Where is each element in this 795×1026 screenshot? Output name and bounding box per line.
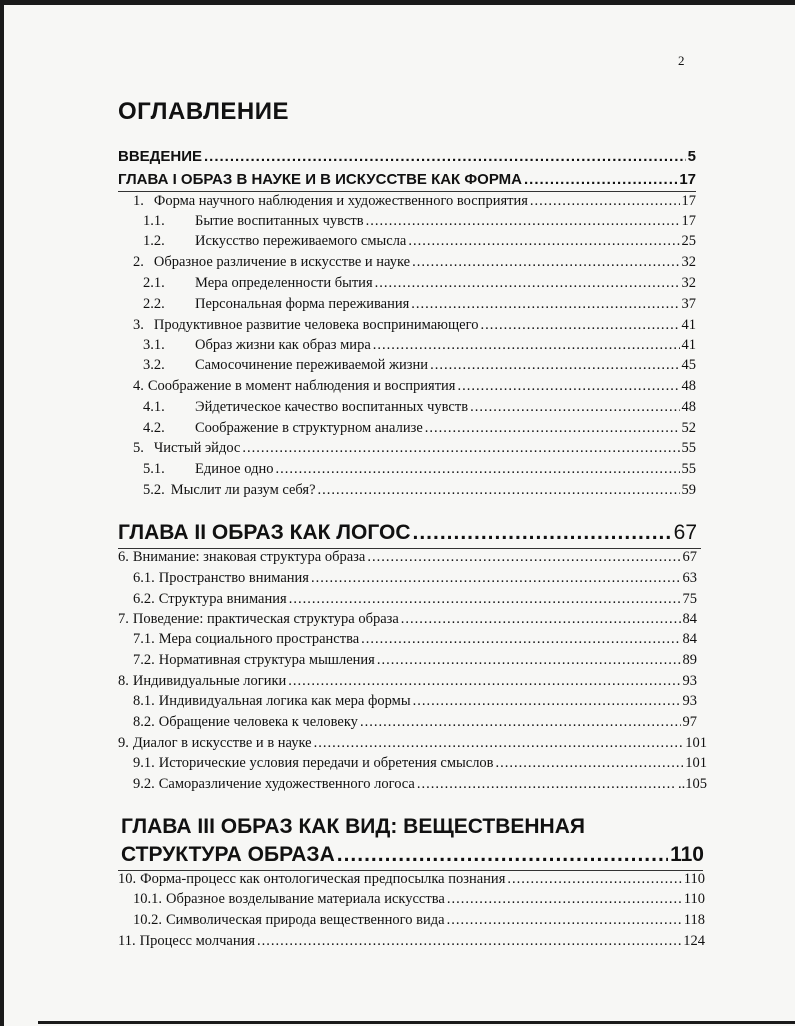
toc-entry-number: 10.2. [133,912,162,928]
toc-entry-label: Саморазличение художественного логоса [158,776,415,792]
toc-entry-number: 7. [118,611,129,627]
leader-dots [366,213,680,230]
toc-entry[interactable] [143,482,696,499]
toc-entry-label: Продуктивное развитие человека воспринимающего [153,317,479,333]
toc-entry-page: 93 [682,693,697,709]
page-title: ОГЛАВЛЕНИЕ [118,98,290,125]
toc-entry-number: 3.2. [143,357,165,373]
toc-entry-number: 8. [118,673,129,689]
toc-entry-page: 101 [685,735,707,751]
toc-entry-number: 10. [118,871,137,887]
toc-entry[interactable] [118,673,697,690]
toc-entry-number: 2. [133,254,144,270]
leader-dots [417,776,676,793]
toc-entry-page: 124 [683,933,705,949]
toc-entry-number: 6.2. [133,591,155,607]
toc-entry-page: 55 [681,461,696,477]
toc-entry[interactable] [133,317,696,334]
toc-entry-number: 4.1. [143,399,165,415]
toc-entry-page: 84 [682,631,697,647]
toc-entry-page: 32 [681,275,696,291]
leader-dots [447,912,682,929]
leader-dots [275,461,679,478]
toc-entry[interactable] [133,776,707,793]
toc-entry-label: Образное возделывание материала искусства [166,891,445,907]
toc-entry-number: 6. [118,549,129,565]
toc-entry[interactable] [118,549,697,566]
toc-entry-label: Поведение: практическая структура образа [132,611,399,627]
toc-entry-label: Мера социального пространства [158,631,360,647]
leader-dots [530,193,680,210]
toc-chapter-3-title-line1: ГЛАВА III ОБРАЗ КАК ВИД: ВЕЩЕСТВЕННАЯ [121,815,585,838]
toc-entry[interactable] [143,461,696,478]
toc-entry[interactable] [133,570,697,587]
toc-entry[interactable] [143,233,696,250]
toc-entry-page: ..105 [678,776,707,792]
leader-dots [318,482,680,499]
toc-entry[interactable] [143,275,696,292]
toc-entry-number: 4.2. [143,420,165,436]
leader-dots [412,254,679,271]
toc-entry-label: Мыслит ли разум себя? [170,482,316,498]
toc-entry-page: 41 [681,317,696,333]
toc-entry-number: 3. [133,317,144,333]
toc-entry[interactable] [133,755,707,772]
toc-entry-number: 5. [133,440,144,456]
leader-dots [257,933,681,950]
leader-dots [401,611,681,628]
toc-entry[interactable] [133,891,705,908]
leader-dots [375,275,680,292]
toc-entry-page: 48 [681,399,696,415]
leader-dots [425,420,680,437]
leader-dots [377,652,681,669]
toc-entry-number: 4. [133,378,144,394]
toc-entry[interactable] [133,193,696,210]
toc-entry-label: Эйдетическое качество воспитанных чувств [195,399,469,415]
chapter-1-rule [118,191,696,192]
toc-chapter-1[interactable] [118,171,696,188]
toc-entry-label: Символическая природа вещественного вида [166,912,445,928]
toc-entry-number: 2.1. [143,275,165,291]
toc-entry[interactable] [118,611,697,628]
toc-intro-label: ВВЕДЕНИЕ [118,148,202,165]
toc-chapter-3-line1[interactable] [121,815,721,839]
toc-entry-label: Чистый эйдос [153,440,241,456]
toc-entry-label: Персональная форма переживания [195,296,410,312]
toc-entry-label: Соображение в момент наблюдения и восприятия [147,378,456,394]
toc-entry[interactable] [118,933,705,950]
toc-entry-number: 11. [118,933,136,949]
toc-entry-label: Индивидуальные логики [132,673,287,689]
leader-dots [411,296,679,313]
leader-dots [413,693,681,710]
toc-entry[interactable] [133,652,697,669]
toc-entry-page: 59 [681,482,696,498]
leader-dots [507,871,681,888]
toc-entry-label: Единое одно [195,461,274,477]
toc-entry[interactable] [133,714,697,731]
toc-entry-page: 17 [681,213,696,229]
toc-entry-page: 84 [682,611,697,627]
toc-entry[interactable] [143,357,696,374]
toc-entry-page: 97 [682,714,697,730]
toc-entry-page: 55 [681,440,696,456]
toc-entry-number: 7.2. [133,652,155,668]
leader-dots [408,233,679,250]
toc-chapter-1-title: ГЛАВА I ОБРАЗ В НАУКЕ И В ИСКУССТВЕ КАК ФОРМА [118,171,522,188]
toc-entry-label: Соображение в структурном анализе [195,420,423,436]
toc-entry-number: 2.2. [143,296,165,312]
toc-entry-label: Индивидуальная логика как мера формы [158,693,411,709]
toc-entry[interactable] [133,912,705,929]
toc-entry-label: Образное различение в искусстве и науке [153,254,411,270]
leader-dots [288,673,680,690]
toc-entry-number: 9.1. [133,755,155,771]
toc-entry-number: 9. [118,735,129,751]
leader-dots [337,843,668,867]
toc-entry-page: 75 [682,591,697,607]
leader-dots [311,570,681,587]
toc-entry-page: 48 [681,378,696,394]
toc-entry-number: 1. [133,193,144,209]
toc-entry-page: 17 [681,193,696,209]
toc-entry-page: 45 [681,357,696,373]
toc-entry-number: 1.2. [143,233,165,249]
leader-dots [470,399,679,416]
toc-entry-page: 67 [682,549,697,565]
toc-entry-number: 1.1. [143,213,165,229]
toc-entry[interactable] [143,213,696,230]
page-number: 2 [678,53,685,68]
leader-dots [447,891,682,908]
toc-chapter-3-page: 110 [670,843,704,866]
leader-dots [430,357,679,374]
leader-dots [360,714,681,731]
scan-border-left [0,0,4,1026]
toc-entry[interactable] [133,440,696,457]
leader-dots [524,171,677,188]
toc-entry-page: 63 [682,570,697,586]
leader-dots [457,378,679,395]
toc-entry-label: Бытие воспитанных чувств [195,213,364,229]
toc-entry-number: 10.1. [133,891,162,907]
toc-entry-label: Самосочинение переживаемой жизни [195,357,429,373]
toc-intro[interactable] [118,148,696,165]
toc-entry-page: 52 [681,420,696,436]
toc-entry-number: 6.1. [133,570,155,586]
toc-entry-number: 3.1. [143,337,165,353]
toc-entry[interactable] [143,337,696,354]
toc-chapter-3-title-line2: СТРУКТУРА ОБРАЗА [121,843,335,866]
leader-dots [367,549,680,566]
toc-entry-label: Обращение человека к человеку [158,714,358,730]
toc-chapter-2[interactable] [118,521,697,545]
toc-chapter-3[interactable] [121,843,704,867]
toc-entry-page: 89 [682,652,697,668]
toc-entry[interactable] [133,254,696,271]
toc-entry[interactable] [143,399,696,416]
leader-dots [242,440,679,457]
toc-intro-page: 5 [687,148,696,165]
toc-entry-number: 8.2. [133,714,155,730]
toc-entry-label: Диалог в искусстве и в науке [132,735,312,751]
leader-dots [496,755,684,772]
toc-entry-page: 101 [685,755,707,771]
scan-border-top [0,0,795,5]
toc-entry-label: Образ жизни как образ мира [195,337,371,353]
toc-entry[interactable] [133,631,697,648]
toc-entry-label: Процесс молчания [139,933,256,949]
toc-entry-label: Форма научного наблюдения и художественного восприятия [153,193,528,209]
toc-entry-page: 118 [683,912,705,928]
toc-entry-label: Структура внимания [158,591,287,607]
leader-dots [361,631,680,648]
leader-dots [412,521,671,545]
toc-chapter-2-page: 67 [673,521,697,544]
leader-dots [289,591,681,608]
toc-entry-page: 110 [683,871,705,887]
toc-chapter-1-page: 17 [679,171,696,188]
toc-entry[interactable] [118,871,705,888]
toc-entry-number: 5.1. [143,461,165,477]
toc-entry-label: Внимание: знаковая структура образа [132,549,366,565]
leader-dots [314,735,684,752]
toc-entry-number: 7.1. [133,631,155,647]
toc-entry-page: 110 [683,891,705,907]
leader-dots [480,317,679,334]
toc-entry[interactable] [143,296,696,313]
toc-entry-number: 8.1. [133,693,155,709]
toc-entry[interactable] [118,735,707,752]
toc-entry-label: Исторические условия передачи и обретения смыслов [158,755,494,771]
toc-entry-page: 41 [681,337,696,353]
toc-chapter-2-title: ГЛАВА II ОБРАЗ КАК ЛОГОС [118,521,411,544]
toc-entry[interactable] [133,591,697,608]
toc-entry[interactable] [133,693,697,710]
toc-entry-page: 25 [681,233,696,249]
toc-entry-page: 37 [681,296,696,312]
toc-entry-label: Пространство внимания [158,570,309,586]
leader-dots [204,148,686,165]
toc-entry-label: Искусство переживаемого смысла [195,233,407,249]
toc-entry-number: 5.2. [143,482,165,498]
toc-entry-label: Мера определенности бытия [195,275,373,291]
toc-entry-label: Нормативная структура мышления [158,652,375,668]
toc-entry-page: 32 [681,254,696,270]
scan-border-bottom [38,1021,795,1024]
toc-entry-page: 93 [682,673,697,689]
toc-entry[interactable] [133,378,696,395]
toc-entry-label: Форма-процесс как онтологическая предпосылка познания [140,871,506,887]
leader-dots [373,337,680,354]
toc-entry-number: 9.2. [133,776,155,792]
toc-entry[interactable] [143,420,696,437]
